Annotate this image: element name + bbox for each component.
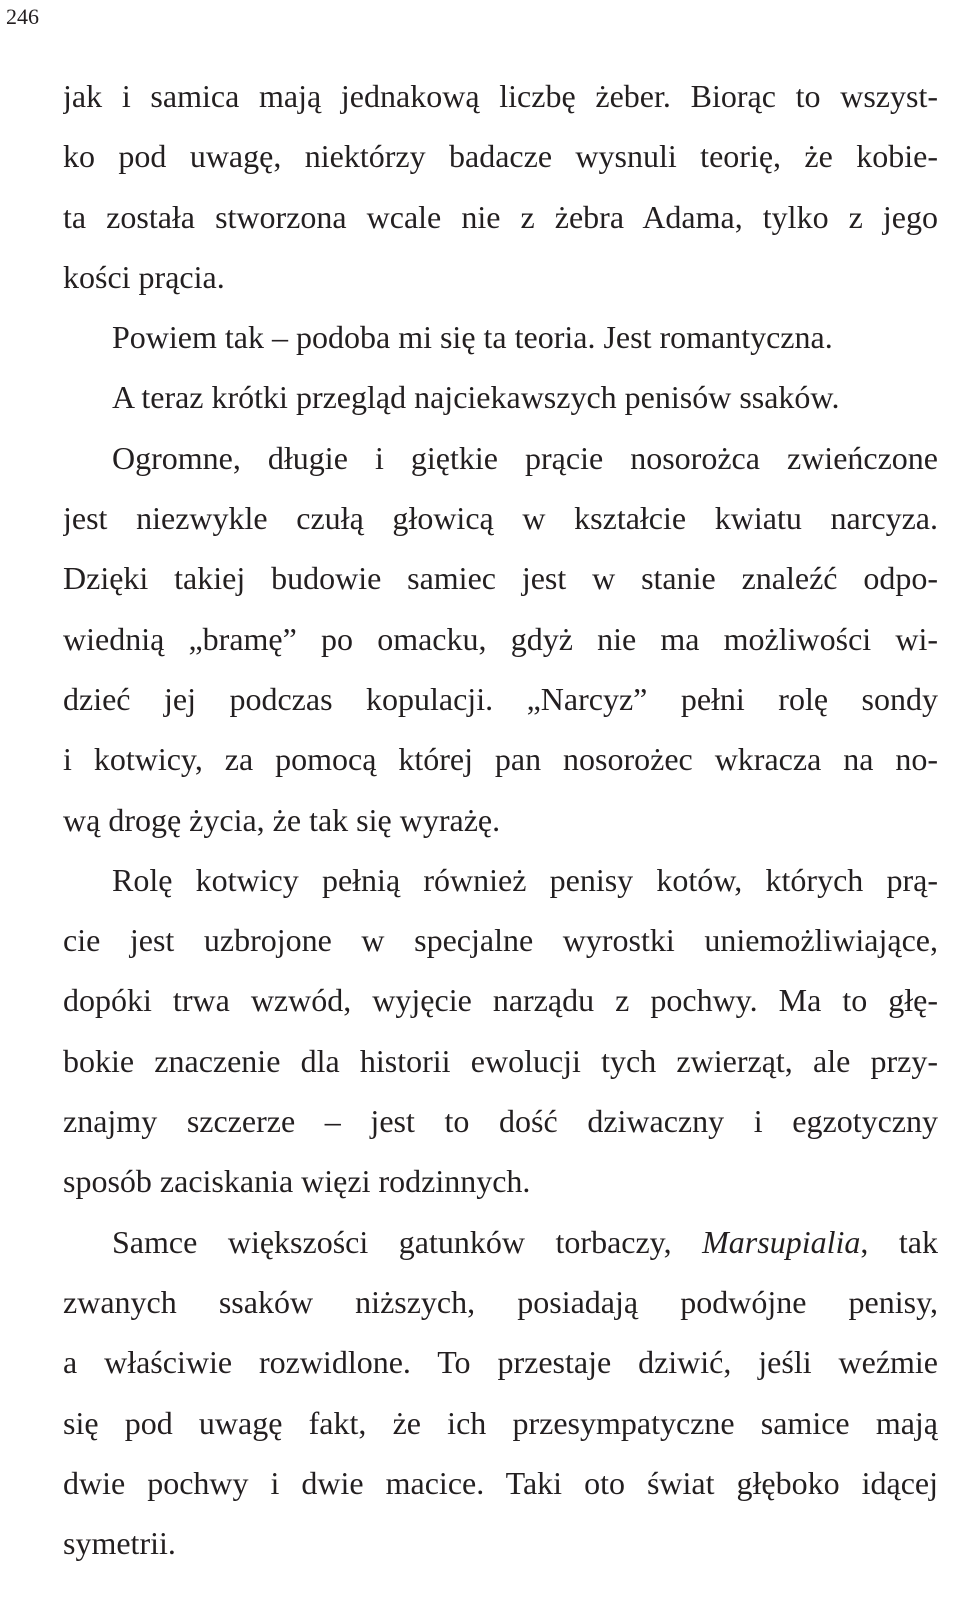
text-line: dwie pochwy i dwie macice. Taki oto świat głęboko idącej	[63, 1464, 938, 1501]
text-segment: , tak	[860, 1223, 938, 1260]
text-line: Dzięki takiej budowie samiec jest w stanie znaleźć odpo-	[63, 560, 938, 597]
text-line: ta została stworzona wcale nie z żebra Adama, tylko z jego	[63, 198, 938, 235]
text-line: ko pod uwagę, niektórzy badacze wysnuli teorię, że kobie-	[63, 138, 938, 175]
text-line: wiednią „bramę” po omacku, gdyż nie ma możliwości wi-	[63, 620, 938, 657]
text-line: jest niezwykle czułą głowicą w kształcie kwiatu narcyza.	[63, 500, 938, 537]
text-line: kości prącia.	[63, 258, 225, 295]
text-line: wą drogę życia, że tak się wyrażę.	[63, 801, 501, 838]
text-line: Rolę kotwicy pełnią również penisy kotów, których prą-	[112, 861, 938, 898]
text-line: a właściwie rozwidlone. To przestaje dziwić, jeśli weźmie	[63, 1344, 938, 1381]
text-line: jak i samica mają jednakową liczbę żeber. Biorąc to wszyst-	[63, 78, 938, 114]
text-line: bokie znaczenie dla historii ewolucji tych zwierząt, ale przy-	[63, 1042, 938, 1079]
text-line: zwanych ssaków niższych, posiadają podwójne penisy,	[63, 1283, 938, 1320]
text-line: sposób zaciskania więzi rodzinnych.	[63, 1163, 531, 1200]
text-line: znajmy szczerze – jest to dość dziwaczny i egzotyczny	[63, 1103, 938, 1140]
text-line: symetrii.	[63, 1525, 176, 1562]
text-line: Powiem tak – podoba mi się ta teoria. Jest romantyczna.	[112, 319, 833, 356]
page-number: 246	[6, 4, 39, 29]
text-line-with-italic	[63, 1212, 938, 1272]
text-segment: Samce większości gatunków torbaczy,	[112, 1223, 703, 1260]
text-line: się pod uwagę fakt, że ich przesympatyczne samice mają	[63, 1404, 938, 1441]
text-line: dzieć jej podczas kopulacji. „Narcyz” pełni rolę sondy	[63, 680, 938, 717]
text-line: dopóki trwa wzwód, wyjęcie narządu z pochwy. Ma to głę-	[63, 982, 938, 1019]
text-line: A teraz krótki przegląd najciekawszych penisów ssaków.	[112, 379, 840, 416]
body-text	[63, 66, 938, 1573]
italic-term: Marsupialia	[702, 1223, 861, 1260]
text-line: cie jest uzbrojone w specjalne wyrostki uniemożliwiające,	[63, 922, 938, 959]
text-line: i kotwicy, za pomocą której pan nosorożec wkracza na no-	[63, 741, 938, 778]
text-line: Ogromne, długie i giętkie prącie nosorożca zwieńczone	[112, 439, 938, 476]
